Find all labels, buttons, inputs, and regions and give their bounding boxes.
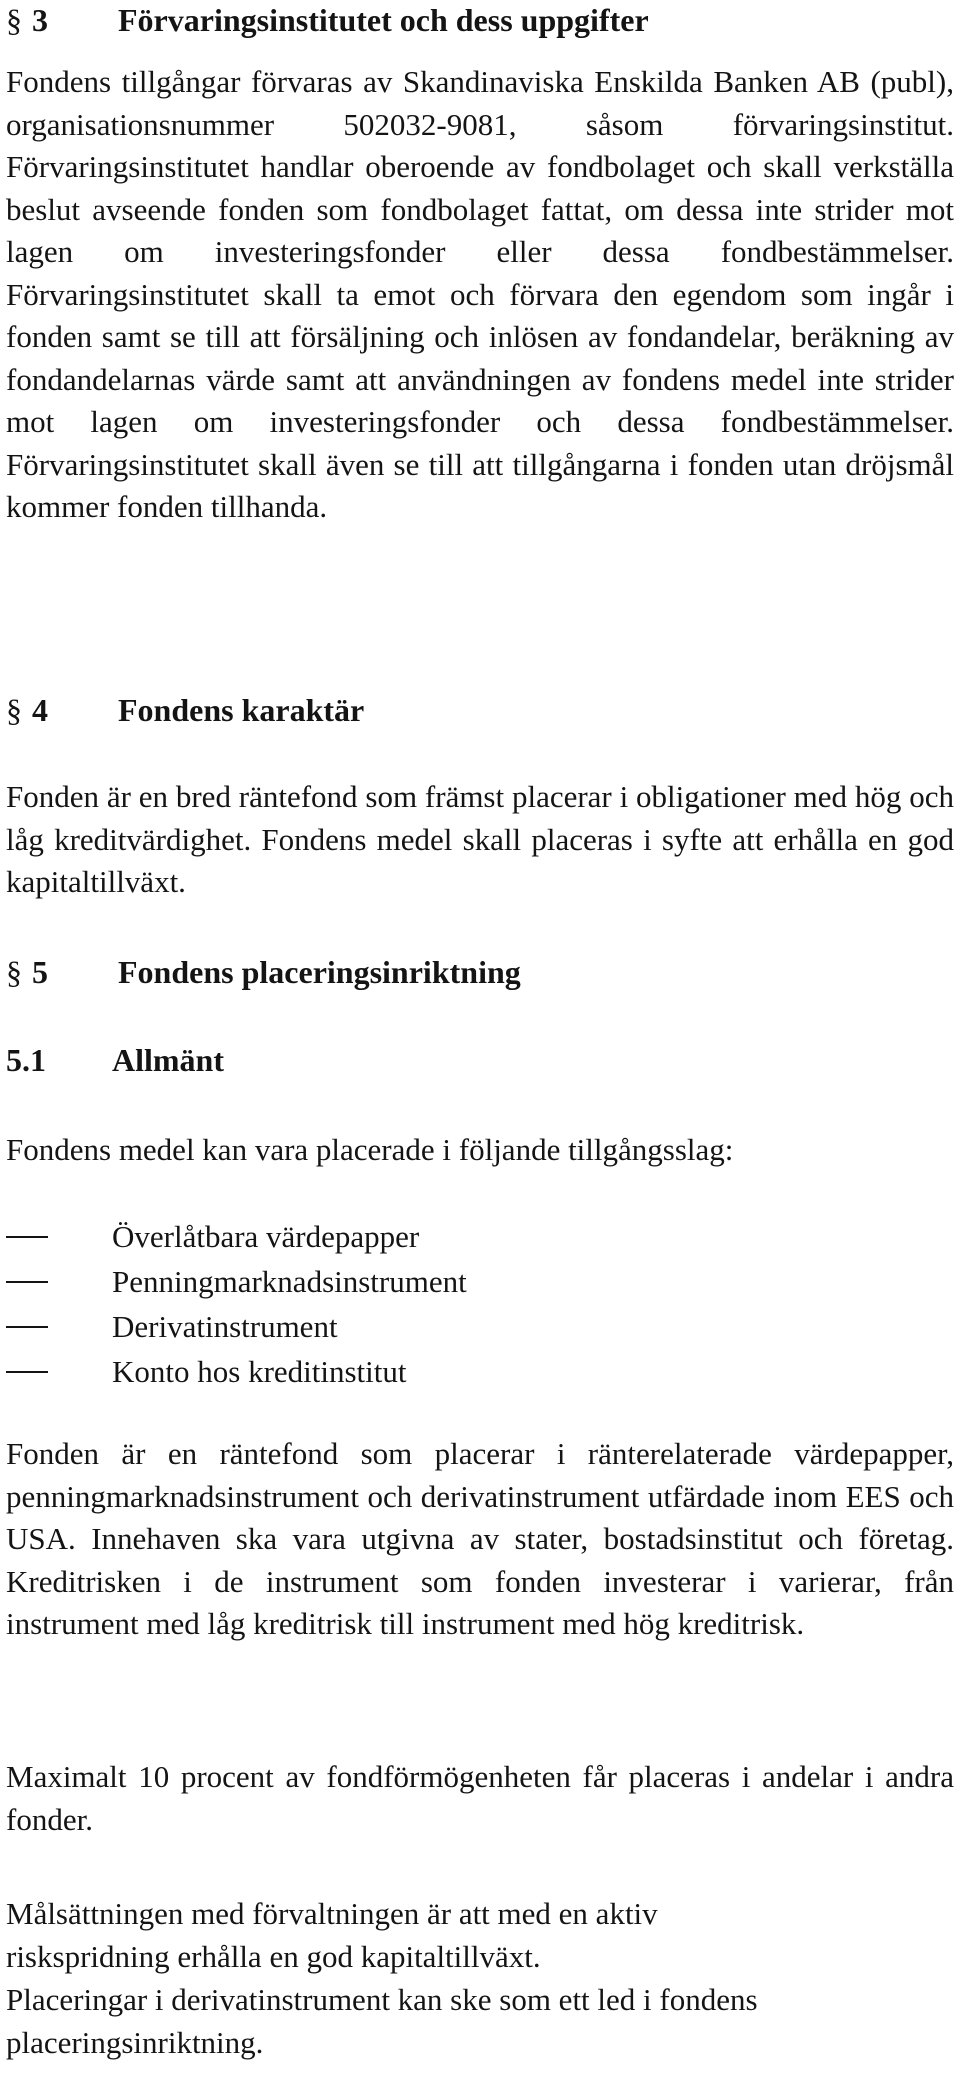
list-item: Överlåtbara värdepapper: [6, 1214, 954, 1259]
text-line: riskspridning erhålla en god kapitaltillväxt.: [6, 1938, 541, 1974]
list-item: Konto hos kreditinstitut: [6, 1349, 954, 1394]
asset-class-list: [6, 1214, 954, 1394]
subsection-5-1-heading: [6, 1040, 224, 1080]
section-number: 5: [32, 954, 48, 990]
subsection-title: Allmänt: [112, 1042, 224, 1078]
subsection-5-1-paragraph-1: Fonden är en räntefond som placerar i ränterelaterade värdepapper, penningmarknadsinstrument och derivatinstrument utfärdade inom EES och USA. Innehaven ska vara utgivna av stater, bostadsinstitut och företag. Kreditrisken i de instrument som fonden investerar i varierar, från instrument med låg kreditrisk till instrument med hög kreditrisk.: [6, 1436, 954, 1641]
subsection-5-1-paragraph-4: [6, 1979, 954, 2064]
subsection-5-1-intro: Fondens medel kan vara placerade i följande tillgångsslag:: [6, 1132, 734, 1167]
section-title: Fondens karaktär: [118, 692, 365, 728]
section-title: Fondens placeringsinriktning: [118, 954, 521, 990]
section-symbol: §: [6, 954, 22, 990]
text-line: Placeringar i derivatinstrument kan ske som ett led i fondens: [6, 1982, 758, 2017]
dash-bullet: [6, 1371, 48, 1373]
section-3-paragraph: Fondens tillgångar förvaras av Skandinaviska Enskilda Banken AB (publ), organisationsnummer 502032-9081, såsom förvaringsinstitut. Förvaringsinstitutet handlar oberoende av fondbolaget och skall verkställa beslut avseende fonden som fondbolaget fattat, om dessa inte strider mot lagen om investeringsfonder eller dessa fondbestämmelser. Förvaringsinstitutet skall ta emot och förvara den egendom som ingår i fonden samt se till att försäljning och inlösen av fondandelar, beräkning av fondandelarnas värde samt att användningen av fondens medel inte strider mot lagen om investeringsfonder och dessa fondbestämmelser. Förvaringsinstitutet skall även se till att tillgångarna i fonden utan dröjsmål kommer fonden tillhanda.: [6, 64, 954, 524]
list-item: Penningmarknadsinstrument: [6, 1259, 954, 1304]
section-4-paragraph: Fonden är en bred räntefond som främst placerar i obligationer med hög och låg kreditvärdighet. Fondens medel skall placeras i syfte att erhålla en god kapitaltillväxt.: [6, 779, 954, 899]
subsection-5-1-paragraph-2: Maximalt 10 procent av fondförmögenheten får placeras i andelar i andra fonder.: [6, 1759, 954, 1837]
section-4-heading: [6, 690, 364, 730]
section-symbol: §: [6, 2, 22, 38]
section-5-heading: [6, 952, 521, 992]
section-symbol: §: [6, 692, 22, 728]
section-number: 4: [32, 692, 48, 728]
text-line: Målsättningen med förvaltningen är att med en aktiv: [6, 1896, 658, 1931]
subsection-5-1-paragraph-3: [6, 1893, 954, 1978]
section-title: Förvaringsinstitutet och dess uppgifter: [118, 2, 649, 38]
dash-bullet: [6, 1326, 48, 1328]
list-item: Derivatinstrument: [6, 1304, 954, 1349]
dash-bullet: [6, 1236, 48, 1238]
subsection-number: 5.1: [6, 1042, 46, 1078]
dash-bullet: [6, 1281, 48, 1283]
section-3-heading: [6, 0, 649, 40]
section-number: 3: [32, 2, 48, 38]
text-line: placeringsinriktning.: [6, 2024, 264, 2060]
